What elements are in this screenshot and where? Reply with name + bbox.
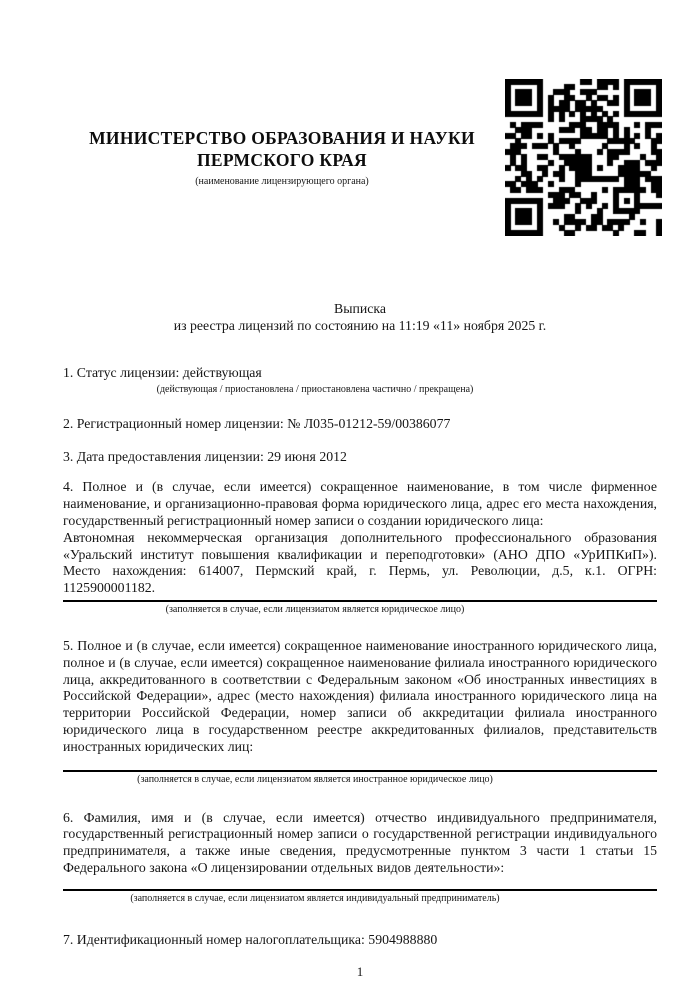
horizontal-rule (63, 600, 657, 602)
license-status-line: 1. Статус лицензии: действующая (63, 365, 262, 380)
individual-entrepreneur-caption: (заполняется в случае, если лицензиатом является индивидуальный предприниматель) (130, 892, 500, 904)
horizontal-rule (63, 770, 657, 772)
ministry-name-caption: (наименование лицензирующего органа) (195, 176, 369, 187)
foreign-entity-caption: (заполняется в случае, если лицензиатом является иностранное юридическое лицо) (137, 773, 493, 785)
document-title (63, 300, 657, 334)
horizontal-rule (63, 889, 657, 891)
licensing-authority-block (63, 79, 501, 188)
individual-entrepreneur-text: 6. Фамилия, имя и (в случае, если имеется) отчество индивидуального предпринимателя, государственный регистрационный номер записи о государственной регистрации индивидуального предпринимателя, а также иные сведения, предусмотренные пунктом 3 части 1 статьи 15 Федерального закона «О лицензировании отдельных видов деятельности»: (63, 809, 657, 875)
license-grant-date-line: 3. Дата предоставления лицензии: 29 июня 2012 (63, 448, 347, 464)
license-status-caption: (действующая / приостановлена / приостановлена частично / прекращена) (156, 383, 474, 395)
document-header (63, 0, 657, 236)
foreign-entity-section (63, 638, 657, 786)
document-title-line2: из реестра лицензий по состоянию на 11:19 «11» ноября 2025 г. (173, 318, 547, 333)
ministry-name-line1: МИНИСТЕРСТВО ОБРАЗОВАНИЯ И НАУКИ (89, 128, 475, 148)
individual-entrepreneur-section (63, 810, 657, 905)
legal-entity-intro: 4. Полное и (в случае, если имеется) сокращенное наименование, в том числе фирменное наименование, и организационно-правовая форма юридического лица, адрес его места нахождения, государственный регистрационный номер записи о создании юридического лица: (63, 479, 657, 528)
registration-number-line: 2. Регистрационный номер лицензии: № Л035-01212-59/00386077 (63, 415, 451, 431)
document-title-line1: Выписка (334, 301, 386, 316)
page-number: 1 (356, 963, 364, 979)
legal-entity-caption: (заполняется в случае, если лицензиатом является юридическое лицо) (165, 603, 465, 615)
legal-entity-section (63, 479, 657, 616)
qr-code-icon (505, 79, 662, 236)
legal-entity-content: Автономная некоммерческая организация дополнительного профессионального образования «Уральский институт повышения квалификации и переподготовки» (АНО ДПО «УрИПКиП»). Место нахождения: 614007, Пермский край, г. Пермь, ул. Революции, д.5, к.1. ОГРН: 1125900001182. (63, 529, 657, 596)
foreign-entity-text: 5. Полное и (в случае, если имеется) сокращенное наименование иностранного юридического лица, полное и (в случае, если имеется) сокращенное наименование филиала иностранного юридического лица, аккредитованного в соответствии с Федеральным законом «Об иностранных инвестициях в Российской Федерации», адрес (место нахождения) филиала иностранного юридического лица на территории Российской Федерации, номер записи об аккредитации филиала иностранного юридического лица в государственном реестре аккредитованных филиалов, представительств иностранных юридических лиц: (63, 637, 657, 754)
taxpayer-id-line: 7. Идентификационный номер налогоплательщика: 5904988880 (63, 931, 438, 947)
ministry-name-line2: ПЕРМСКОГО КРАЯ (197, 150, 367, 170)
